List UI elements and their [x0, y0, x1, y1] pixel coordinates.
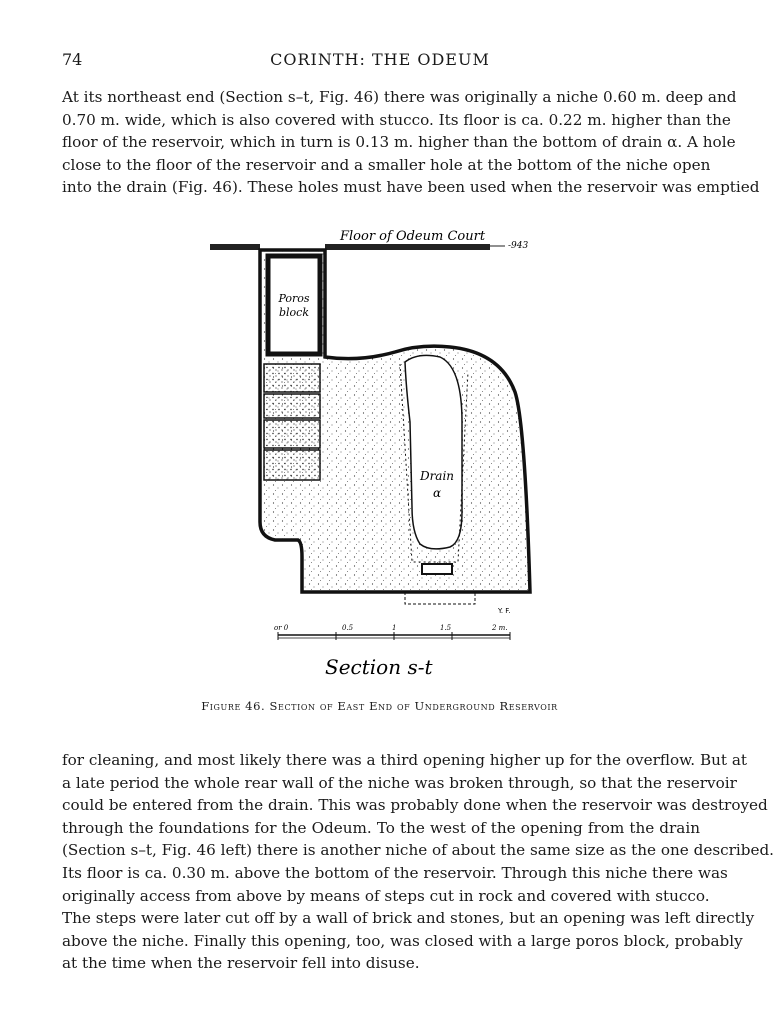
- text-line: above the niche. Finally this opening, too, was closed with a large poros block, probably: [62, 931, 743, 950]
- paragraph-top: [62, 86, 760, 199]
- section-title: Section s-t: [325, 655, 433, 679]
- page-header: [62, 50, 698, 72]
- poros-label-2: block: [278, 306, 310, 319]
- text-line: Its floor is ca. 0.30 m. above the bottom of the reservoir. Through this niche there was: [62, 863, 728, 882]
- text-line: The steps were later cut off by a wall of brick and stones, but an opening was left directly: [62, 909, 755, 928]
- stone-wall: [264, 364, 320, 480]
- page-number: 74: [62, 50, 83, 69]
- scale-label: 0.5: [342, 624, 354, 632]
- text-line: close to the floor of the reservoir and a smaller hole at the bottom of the niche open: [62, 155, 711, 174]
- text-line: through the foundations for the Odeum. To the west of the opening from the drain: [62, 818, 700, 837]
- niche-outline: [405, 592, 475, 604]
- floor-label: Floor of Odeum Court: [340, 229, 486, 244]
- poros-block: [268, 256, 320, 354]
- poros-label-1: Poros: [278, 292, 310, 305]
- text-line: for cleaning, and most likely there was a third opening higher up for the overflow. But at: [62, 751, 747, 769]
- paragraph-bottom: [62, 749, 774, 975]
- elevation-label: -943: [508, 241, 529, 251]
- drain-label-1: Drain: [419, 469, 455, 483]
- scale-label: 1.5: [440, 624, 452, 632]
- scale-label: or 0: [274, 624, 289, 632]
- figure-caption: Figure 46. Section of East End of Underground Reservoir: [201, 699, 558, 713]
- figure-46: [200, 222, 560, 692]
- section-drawing: [200, 222, 560, 692]
- drain-label-2: α: [432, 486, 442, 500]
- text-line: originally access from above by means of steps cut in rock and covered with stucco.: [62, 886, 710, 905]
- text-line: could be entered from the drain. This was probably done when the reservoir was destroyed: [62, 796, 768, 815]
- text-line: into the drain (Fig. 46). These holes must have been used when the reservoir was emptied: [62, 178, 760, 197]
- artist-initials: Y. F.: [498, 607, 511, 615]
- scale-label: 2 m.: [492, 624, 508, 632]
- text-line: floor of the reservoir, which in turn is 0.13 m. higher than the bottom of drain α. A hole: [62, 133, 736, 152]
- scale-label: 1: [392, 624, 397, 632]
- text-line: 0.70 m. wide, which is also covered with stucco. Its floor is ca. 0.22 m. higher than the: [62, 110, 731, 129]
- text-line: (Section s–t, Fig. 46 left) there is another niche of about the same size as the one described.: [62, 841, 774, 860]
- text-line: at the time when the reservoir fell into disuse.: [62, 954, 420, 973]
- text-line: At its northeast end (Section s–t, Fig. 46) there was originally a niche 0.60 m. deep and: [62, 88, 737, 106]
- ground-surface: [210, 244, 505, 250]
- scale-bar: [274, 624, 510, 640]
- running-title: CORINTH: THE ODEUM: [270, 50, 490, 69]
- text-line: a late period the whole rear wall of the niche was broken through, so that the reservoir: [62, 773, 737, 792]
